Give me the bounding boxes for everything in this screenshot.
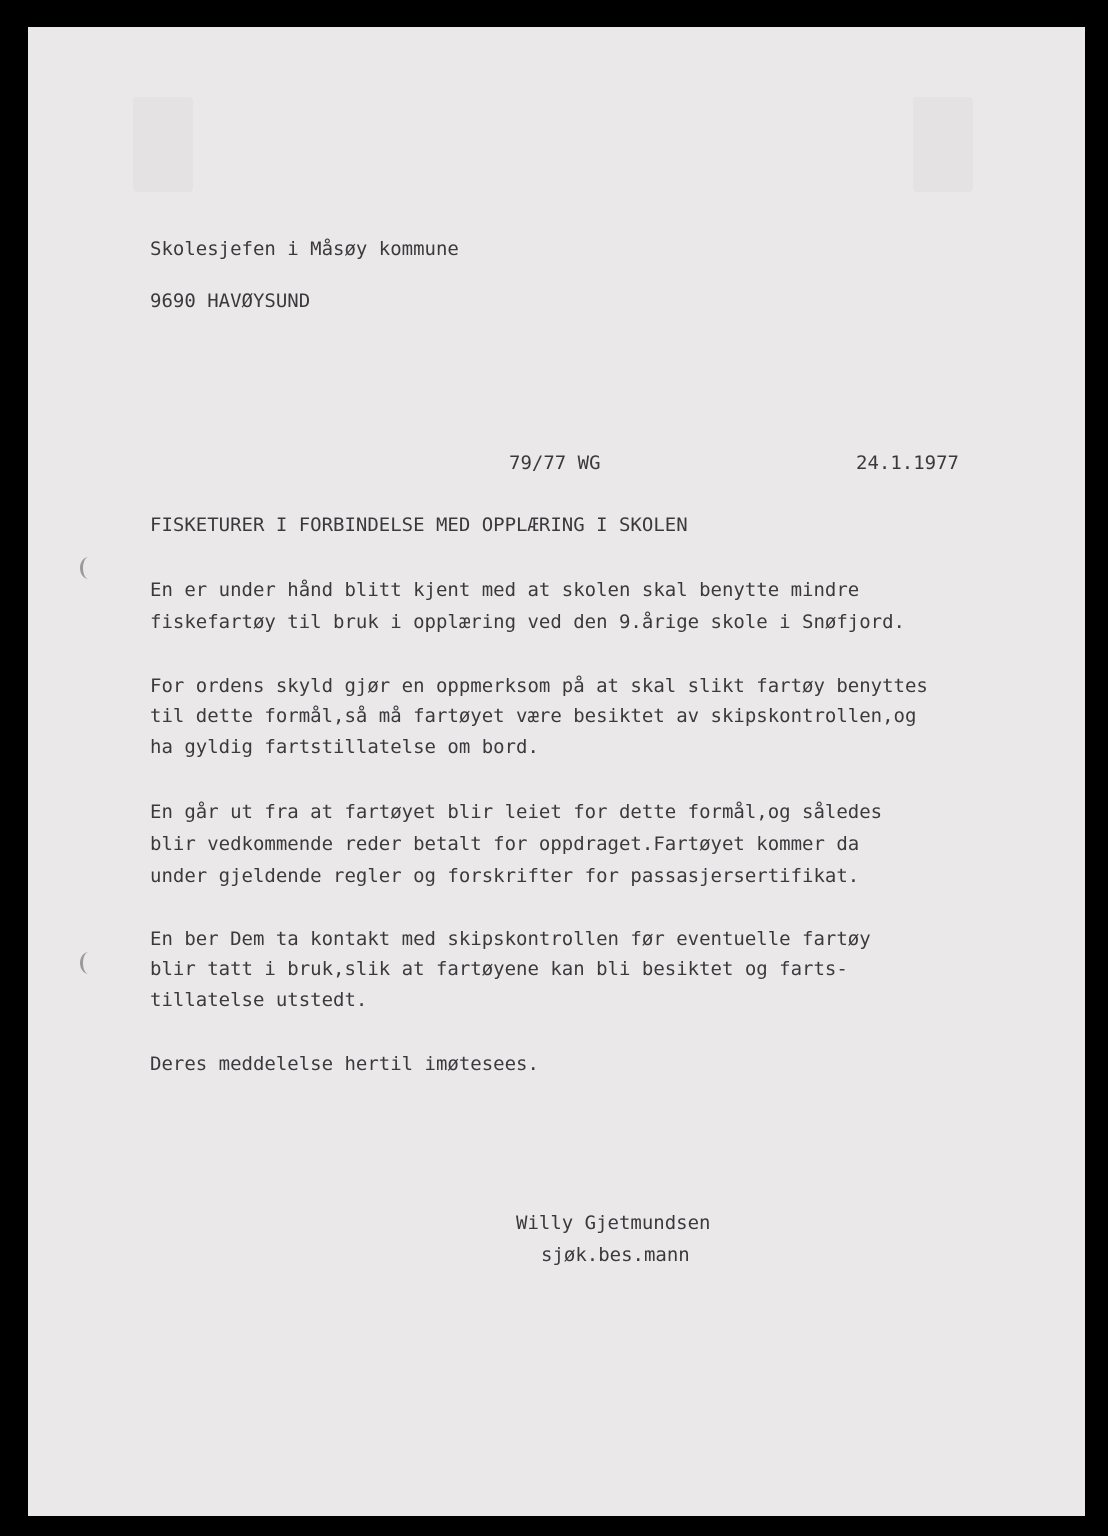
paragraph-2-line-1: For ordens skyld gjør en oppmerksom på at skal slikt fartøy benyttes: [150, 675, 928, 697]
paragraph-1-line-1: En er under hånd blitt kjent med at skolen skal benytte mindre: [150, 579, 860, 601]
recipient-line-2: 9690 HAVØYSUND: [150, 290, 311, 312]
paragraph-1-line-2: fiskefartøy til bruk i opplæring ved den 9.årige skole i Snøfjord.: [150, 611, 905, 633]
subject-line: FISKETURER I FORBINDELSE MED OPPLÆRING I SKOLEN: [150, 514, 688, 536]
punch-hole-mark-upper: [80, 557, 97, 579]
letter-date: 24.1.1977: [856, 452, 959, 474]
paragraph-3-line-2: blir vedkommende reder betalt for oppdraget.Fartøyet kommer da: [150, 833, 860, 855]
signature-title: sjøk.bes.mann: [541, 1244, 690, 1266]
reference-number: 79/77 WG: [509, 452, 601, 474]
paragraph-2-line-2: til dette formål,så må fartøyet være besiktet av skipskontrollen,og: [150, 705, 917, 727]
paragraph-3-line-1: En går ut fra at fartøyet blir leiet for dette formål,og således: [150, 801, 883, 823]
paragraph-3-line-3: under gjeldende regler og forskrifter for passasjersertifikat.: [150, 865, 860, 887]
recipient-line-1: Skolesjefen i Måsøy kommune: [150, 238, 459, 260]
faded-letterhead-left: [133, 97, 193, 192]
signature-name: Willy Gjetmundsen: [516, 1212, 711, 1234]
paragraph-2-line-3: ha gyldig fartstillatelse om bord.: [150, 736, 539, 758]
punch-hole-mark-lower: [80, 952, 97, 974]
paragraph-4-line-2: blir tatt i bruk,slik at fartøyene kan bli besiktet og farts-: [150, 958, 848, 980]
paragraph-4-line-3: tillatelse utstedt.: [150, 989, 368, 1011]
paragraph-4-line-1: En ber Dem ta kontakt med skipskontrollen før eventuelle fartøy: [150, 928, 871, 950]
paragraph-5-line-1: Deres meddelelse hertil imøtesees.: [150, 1053, 539, 1075]
faded-letterhead-right: [913, 97, 973, 192]
